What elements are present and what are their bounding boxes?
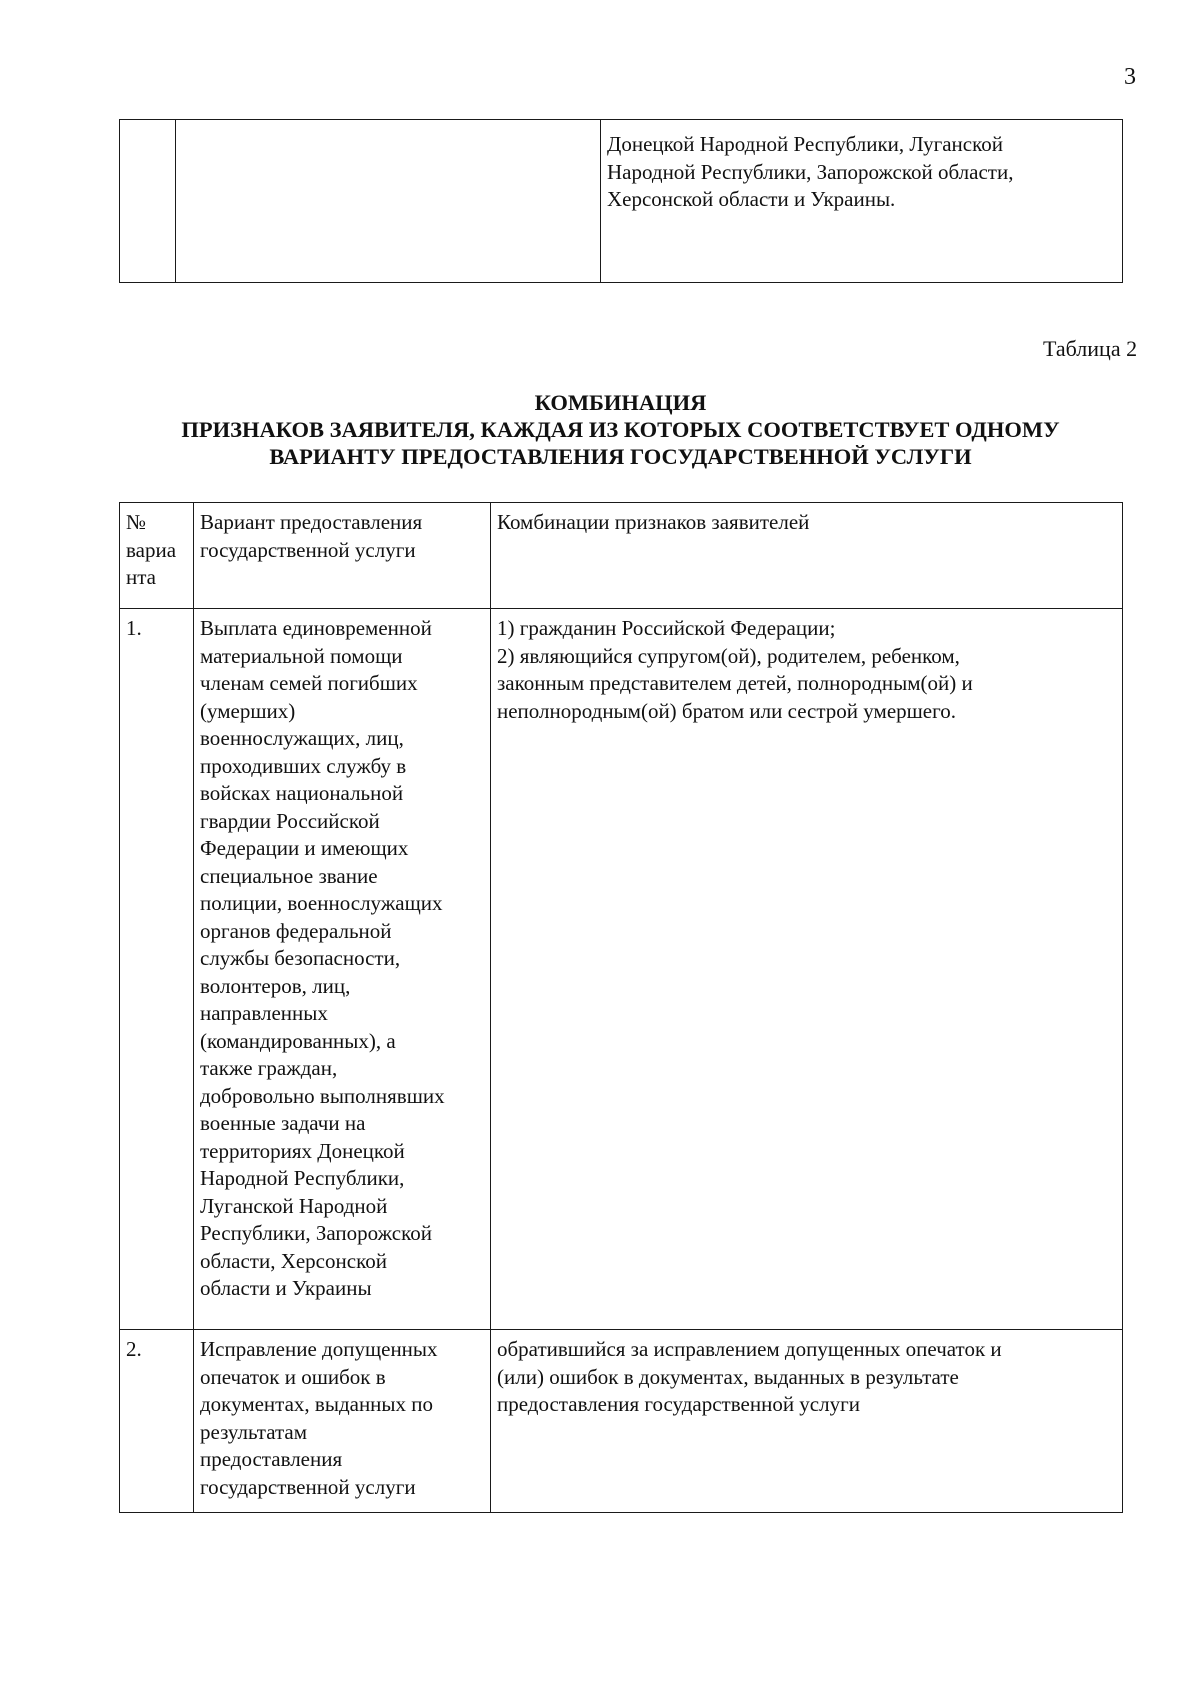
table-heading xyxy=(119,389,1122,470)
row-num: 2. xyxy=(120,1330,194,1513)
row-variant: Выплата единовременной материальной помощи членам семей погибших (умерших) военнослужащих, лиц, проходивших службу в войсках национальной гвардии Российской Федерации и имеющих специальное звание полиции, военнослужащих органов федеральной службы безопасности, волонтеров, лиц, направленных (командированных), а также граждан, добровольно выполнявших военные задачи на территориях Донецкой Народной Республики, Луганской Народной Республики, Запорожской области, Херсонской области и Украины xyxy=(194,609,491,1330)
header-num: № вариа нта xyxy=(120,503,194,609)
table-caption: Таблица 2 xyxy=(1043,336,1138,361)
header-variant: Вариант предоставления государственной услуги xyxy=(194,503,491,609)
table-header-row xyxy=(120,503,1123,609)
row-combinations: 1) гражданин Российской Федерации; 2) являющийся супругом(ой), родителем, ребенком, законным представителем детей, полнородным(ой) и неполнородным(ой) братом или сестрой умершего. xyxy=(491,609,1123,1330)
page-number: 3 xyxy=(1124,64,1136,90)
continued-table xyxy=(119,119,1123,283)
heading-line-3: ВАРИАНТУ ПРЕДОСТАВЛЕНИЯ ГОСУДАРСТВЕННОЙ УСЛУГИ xyxy=(269,444,972,469)
row-variant: Исправление допущенных опечаток и ошибок в документах, выданных по результатам предоставления государственной услуги xyxy=(194,1330,491,1513)
table-cell-combinations: Донецкой Народной Республики, Луганской Народной Республики, Запорожской области, Херсонской области и Украины. xyxy=(601,120,1123,283)
table-row xyxy=(120,120,1123,283)
row-combinations: обратившийся за исправлением допущенных опечаток и (или) ошибок в документах, выданных в результате предоставления государственной услуги xyxy=(491,1330,1123,1513)
header-combinations: Комбинации признаков заявителей xyxy=(491,503,1123,609)
row-num: 1. xyxy=(120,609,194,1330)
heading-line-1: КОМБИНАЦИЯ xyxy=(534,390,707,415)
table-cell-num xyxy=(120,120,176,283)
table-row xyxy=(120,609,1123,1330)
heading-line-2: ПРИЗНАКОВ ЗАЯВИТЕЛЯ, КАЖДАЯ ИЗ КОТОРЫХ СООТВЕТСТВУЕТ ОДНОМУ xyxy=(181,417,1060,442)
table-row xyxy=(120,1330,1123,1513)
combinations-table xyxy=(119,502,1123,1513)
table-cell-variant xyxy=(176,120,601,283)
